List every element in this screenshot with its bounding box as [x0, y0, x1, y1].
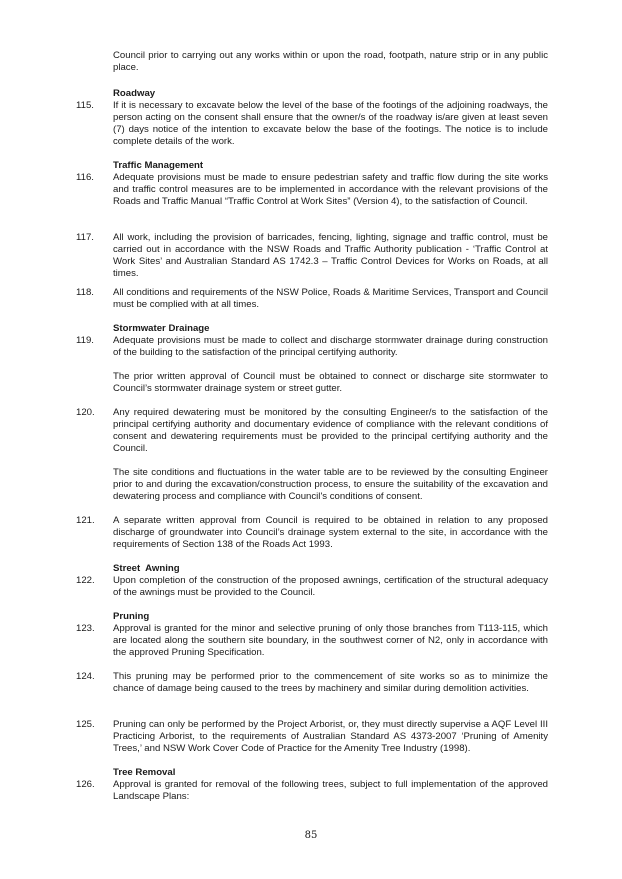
clause-number-122: 122.: [76, 575, 95, 586]
clause-text-124: This pruning may be performed prior to the commencement of site works so as to minimize the chance of damage being caused to the trees by machinery and similar during demolition activities.: [113, 671, 548, 694]
clause-text-117: All work, including the provision of barricades, fencing, lighting, signage and traffic control, must be carried out in accordance with the NSW Roads and Traffic Authority publication - ‘Traffic Control at Work Sites’ and Australian Standard AS 1742.3 – Traffic Control Devices for Works on Roads, at all times.: [113, 232, 548, 279]
section-heading-stormwater-drainage: Stormwater Drainage: [113, 323, 210, 334]
section-heading-pruning: Pruning: [113, 611, 150, 622]
clause-number-126: 126.: [76, 779, 95, 790]
clause-text-116: Adequate provisions must be made to ensure pedestrian safety and traffic flow during the site works and traffic control measures are to be implemented in accordance with the relevant provisions of the Roads and Traffic Manual “Traffic Control at Work Sites” (Version 4), to the satisfaction of Council.: [113, 172, 548, 207]
section-heading-roadway: Roadway: [113, 88, 156, 99]
clause-number-123: 123.: [76, 623, 95, 634]
clause-text-118: All conditions and requirements of the NSW Police, Roads & Maritime Services, Transport and Council must be complied with at all times.: [113, 287, 548, 310]
clause-number-124: 124.: [76, 671, 95, 682]
section-heading-street-awning: Street Awning: [113, 563, 180, 574]
clause-number-121: 121.: [76, 515, 95, 526]
clause-text-125: Pruning can only be performed by the Project Arborist, or, they must directly supervise a AQF Level III Practicing Arborist, to the requirements of Australian Standard AS 4373-2007 ‘Pruning of Amenity Trees,’ and NSW Work Cover Code of Practice for the Amenity Tree Industry (1998).: [113, 719, 548, 754]
clause-text-126: Approval is granted for removal of the following trees, subject to full implementation of the approved Landscape Plans:: [113, 779, 548, 802]
clause-text-119: Adequate provisions must be made to collect and discharge stormwater drainage during construction of the building to the satisfaction of the principal certifying authority.: [113, 335, 548, 358]
page-number: 85: [304, 830, 318, 841]
clause-number-116: 116.: [76, 172, 94, 183]
clause-text-115: If it is necessary to excavate below the level of the base of the footings of the adjoining roadways, the person acting on the consent shall ensure that the owner/s of the roadway is/are given at least seven (7) days notice of the intention to excavate below the base of the footings. The notice is to include complete details of the work.: [113, 100, 548, 147]
clause-text-123: Approval is granted for the minor and selective pruning of only those branches from T113-115, which are located along the southern site boundary, in the southwest corner of N2, only in accordance with the approved Pruning Specification.: [113, 623, 548, 658]
clause-number-118: 118.: [76, 287, 94, 298]
clause-number-115: 115.: [76, 100, 94, 111]
clause-text-122: Upon completion of the construction of the proposed awnings, certification of the structural adequacy of the awnings must be provided to the Council.: [113, 575, 548, 598]
clause-text-119-continued: The prior written approval of Council must be obtained to connect or discharge site stormwater to Council’s stormwater drainage system or street gutter.: [113, 371, 548, 394]
clause-text-120-continued: The site conditions and fluctuations in the water table are to be reviewed by the consulting Engineer prior to and during the excavation/construction process, to ensure the suitability of the excavation and dewatering process and compliance with Council's conditions of consent.: [113, 467, 548, 502]
intro-paragraph: Council prior to carrying out any works within or upon the road, footpath, nature strip or in any public place.: [113, 50, 548, 73]
section-heading-tree-removal: Tree Removal: [113, 767, 176, 778]
section-heading-traffic-management: Traffic Management: [113, 160, 204, 171]
clause-text-120: Any required dewatering must be monitored by the consulting Engineer/s to the satisfaction of the principal certifying authority and documentary evidence of compliance with the relevant conditions of consent and dewatering requirements must be provided to the principal certifying authority and the Council.: [113, 407, 548, 454]
clause-number-119: 119.: [76, 335, 94, 346]
clause-number-125: 125.: [76, 719, 95, 730]
clause-number-117: 117.: [76, 232, 94, 243]
clause-text-121: A separate written approval from Council is required to be obtained in relation to any proposed discharge of groundwater into Council’s drainage system external to the site, in accordance with the requirements of Section 138 of the Roads Act 1993.: [113, 515, 548, 550]
clause-number-120: 120.: [76, 407, 95, 418]
